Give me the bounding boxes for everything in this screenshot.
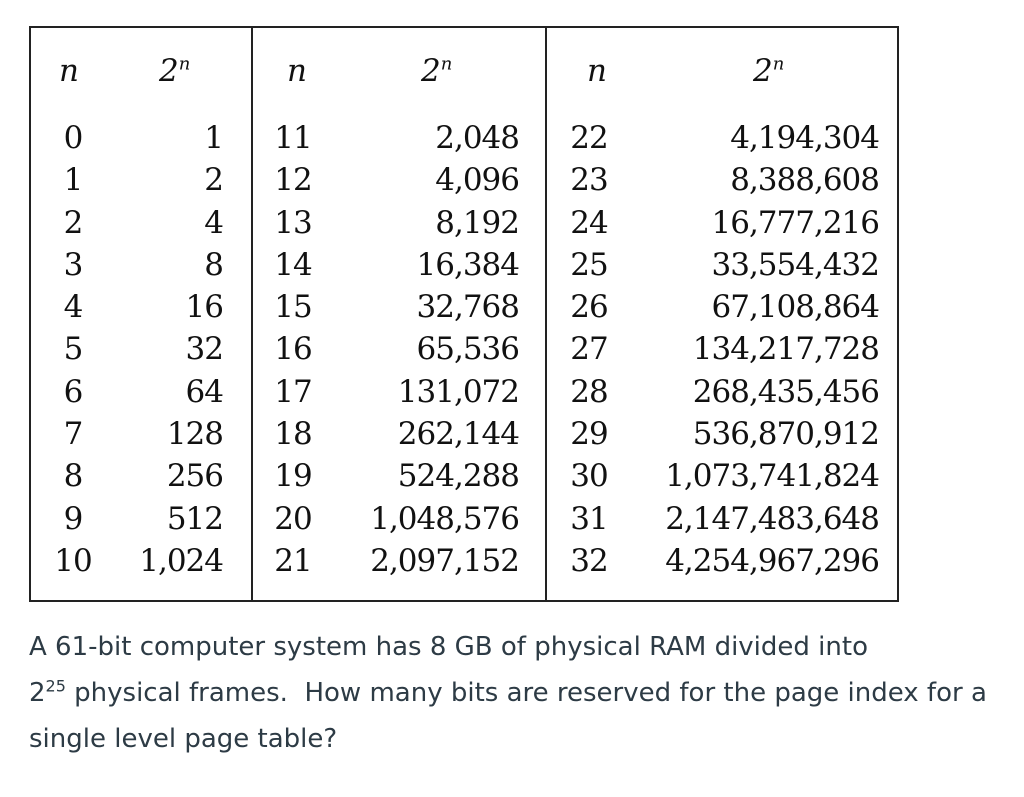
n-cell: 8 bbox=[63, 458, 83, 495]
table-row bbox=[547, 244, 897, 286]
n-cell: 5 bbox=[63, 331, 83, 368]
power-cell: 8,388,608 bbox=[730, 162, 879, 199]
table-row bbox=[253, 455, 545, 497]
question-line-3: single level page table? bbox=[29, 724, 338, 754]
n-cell: 7 bbox=[63, 416, 83, 453]
table-row bbox=[253, 540, 545, 582]
table-row bbox=[547, 328, 897, 370]
table-row bbox=[253, 413, 545, 455]
n-cell: 13 bbox=[274, 204, 312, 241]
table-row bbox=[253, 371, 545, 413]
power-cell: 256 bbox=[166, 458, 223, 495]
header-exponent-text: n bbox=[440, 53, 453, 75]
power-cell: 134,217,728 bbox=[692, 331, 879, 368]
table-row bbox=[31, 455, 251, 497]
header-base-text: 2 bbox=[421, 53, 441, 89]
power-cell: 2 bbox=[204, 162, 223, 199]
table-row bbox=[547, 455, 897, 497]
question-line-2-rest: physical frames. How many bits are reserved for the page index for a bbox=[65, 678, 987, 708]
table-row bbox=[547, 413, 897, 455]
power-cell: 4,096 bbox=[435, 162, 519, 199]
n-cell: 17 bbox=[274, 373, 312, 410]
table-rows bbox=[547, 117, 897, 582]
table-row bbox=[547, 286, 897, 328]
column-header-power bbox=[421, 54, 452, 88]
column-header-n bbox=[587, 54, 607, 88]
n-cell: 15 bbox=[274, 289, 312, 326]
table-row bbox=[31, 159, 251, 201]
power-cell: 4,194,304 bbox=[730, 120, 879, 156]
n-cell: 32 bbox=[570, 542, 608, 579]
power-cell: 4,254,967,296 bbox=[665, 542, 879, 579]
n-cell: 22 bbox=[570, 120, 608, 156]
power-cell: 32,768 bbox=[416, 289, 519, 326]
power-cell: 1,048,576 bbox=[370, 500, 519, 537]
power-cell: 2,097,152 bbox=[370, 542, 519, 579]
power-cell: 524,288 bbox=[397, 458, 519, 495]
table-row bbox=[547, 159, 897, 201]
table-row bbox=[547, 202, 897, 244]
table-row bbox=[253, 244, 545, 286]
power-cell: 16,777,216 bbox=[711, 204, 879, 241]
header-base-text: 2 bbox=[159, 53, 179, 89]
table-column-group-2 bbox=[253, 28, 547, 600]
table-column-group-1 bbox=[31, 28, 253, 600]
n-cell: 21 bbox=[274, 542, 312, 579]
table-row bbox=[253, 202, 545, 244]
power-cell: 128 bbox=[166, 416, 223, 453]
power-cell: 8 bbox=[204, 246, 223, 283]
column-header-n bbox=[59, 54, 79, 88]
header-base-text: 2 bbox=[753, 53, 773, 89]
table-row bbox=[31, 286, 251, 328]
n-cell: 27 bbox=[570, 331, 608, 368]
table-row bbox=[31, 244, 251, 286]
table-row bbox=[547, 117, 897, 159]
table-row bbox=[31, 202, 251, 244]
n-cell: 11 bbox=[274, 120, 312, 156]
table-row bbox=[31, 371, 251, 413]
table-row bbox=[547, 371, 897, 413]
header-exponent-text: n bbox=[772, 53, 785, 75]
n-cell: 23 bbox=[570, 162, 608, 199]
table-row bbox=[31, 117, 251, 159]
power-cell: 64 bbox=[185, 373, 223, 410]
n-cell: 2 bbox=[63, 204, 83, 241]
n-cell: 28 bbox=[570, 373, 608, 410]
n-cell: 1 bbox=[63, 162, 83, 199]
power-base: 2 bbox=[29, 678, 46, 708]
table-row bbox=[31, 498, 251, 540]
power-cell: 268,435,456 bbox=[692, 373, 879, 410]
power-cell: 512 bbox=[166, 500, 223, 537]
n-cell: 16 bbox=[274, 331, 312, 368]
header-exponent-text: n bbox=[178, 53, 191, 75]
n-cell: 18 bbox=[274, 416, 312, 453]
n-cell: 29 bbox=[570, 416, 608, 453]
column-header-power bbox=[159, 54, 190, 88]
table-row bbox=[547, 498, 897, 540]
n-cell: 26 bbox=[570, 289, 608, 326]
power-cell: 1 bbox=[204, 120, 223, 156]
table-row bbox=[253, 159, 545, 201]
n-cell: 24 bbox=[570, 204, 608, 241]
n-cell: 25 bbox=[570, 246, 608, 283]
power-cell: 16,384 bbox=[416, 246, 519, 283]
question-line-2 bbox=[29, 670, 1009, 716]
n-cell: 14 bbox=[274, 246, 312, 283]
n-cell: 4 bbox=[63, 289, 83, 326]
n-cell: 6 bbox=[63, 373, 83, 410]
power-cell: 67,108,864 bbox=[711, 289, 879, 326]
powers-of-two-table bbox=[29, 26, 899, 602]
power-cell: 2,048 bbox=[435, 120, 519, 156]
n-cell: 12 bbox=[274, 162, 312, 199]
n-cell: 9 bbox=[63, 500, 83, 537]
table-row bbox=[31, 540, 251, 582]
n-cell: 19 bbox=[274, 458, 312, 495]
question-text bbox=[29, 624, 1009, 762]
power-cell: 4 bbox=[204, 204, 223, 241]
table-rows bbox=[31, 117, 251, 582]
power-cell: 131,072 bbox=[397, 373, 519, 410]
header-n-text: n bbox=[587, 53, 607, 89]
power-cell: 2,147,483,648 bbox=[665, 500, 879, 537]
table-row bbox=[31, 413, 251, 455]
table-row bbox=[253, 328, 545, 370]
table-column-group-3 bbox=[547, 28, 897, 600]
power-cell: 16 bbox=[185, 289, 223, 326]
table-row bbox=[253, 498, 545, 540]
table-row bbox=[31, 328, 251, 370]
header-n-text: n bbox=[59, 53, 79, 89]
power-cell: 536,870,912 bbox=[692, 416, 879, 453]
power-cell: 8,192 bbox=[435, 204, 519, 241]
n-cell: 20 bbox=[274, 500, 312, 537]
power-cell: 262,144 bbox=[397, 416, 519, 453]
power-cell: 65,536 bbox=[416, 331, 519, 368]
power-cell: 33,554,432 bbox=[711, 246, 879, 283]
column-header-power bbox=[753, 54, 784, 88]
question-line-1: A 61-bit computer system has 8 GB of physical RAM divided into bbox=[29, 632, 868, 662]
n-cell: 30 bbox=[570, 458, 608, 495]
n-cell: 31 bbox=[570, 500, 608, 537]
header-n-text: n bbox=[287, 53, 307, 89]
power-cell: 32 bbox=[185, 331, 223, 368]
table-rows bbox=[253, 117, 545, 582]
table-row bbox=[253, 117, 545, 159]
power-cell: 1,073,741,824 bbox=[665, 458, 879, 495]
power-exponent: 25 bbox=[45, 676, 66, 696]
power-cell: 1,024 bbox=[139, 542, 223, 579]
n-cell: 3 bbox=[63, 246, 83, 283]
table-row bbox=[547, 540, 897, 582]
n-cell: 0 bbox=[63, 120, 83, 156]
column-header-n bbox=[287, 54, 307, 88]
n-cell: 10 bbox=[54, 542, 92, 579]
table-row bbox=[253, 286, 545, 328]
